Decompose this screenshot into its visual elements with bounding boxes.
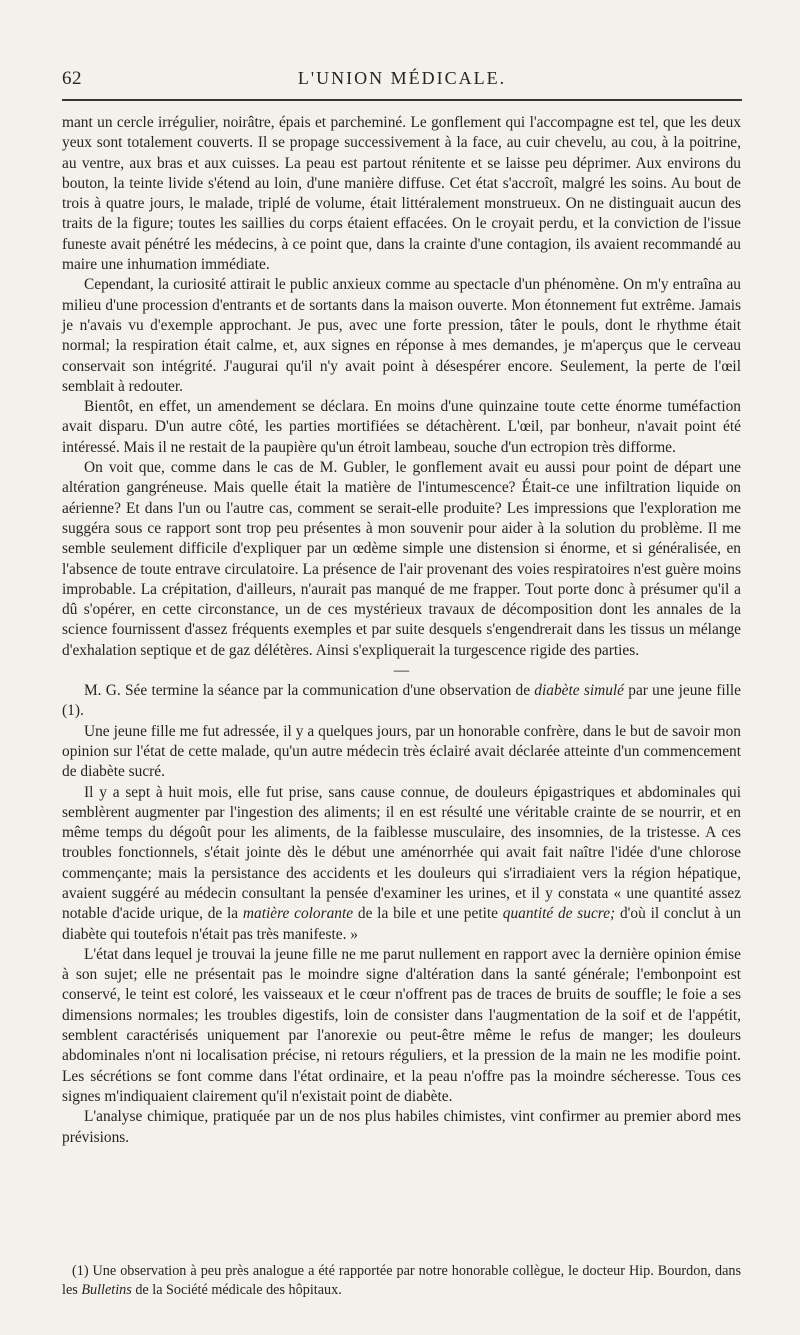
paragraph-6: Une jeune fille me fut adressée, il y a quelques jours, par un honorable confrère, dans le but de savoir mon opinion sur l'état de cette malade, qu'un autre médecin très éclairé avait déclarée atteinte d'un commencement de diabète sucré. — [62, 722, 741, 781]
footnote-text-a: (1) Une observation à peu près analogue a été rapportée par notre honorable collègue, le docteur Hip. Bourdon, dans les — [62, 1263, 741, 1298]
footnote-text-b: de la Société médicale des hôpitaux. — [131, 1282, 342, 1298]
paragraph-5-text-b: par une jeune fille (1). — [62, 682, 741, 720]
paragraph-9: L'analyse chimique, pratiquée par un de nos plus habiles chimistes, vint confirmer au premier abord mes prévisions. — [62, 1108, 741, 1146]
paragraph-7-text-c: d'où il conclut à un diabète qui toutefois n'était pas très manifeste. » — [62, 905, 741, 943]
page-number: 62 — [62, 68, 82, 89]
paragraph-5-italic: diabète simulé — [534, 682, 625, 700]
paragraph-5 — [62, 681, 741, 722]
paragraph-7 — [62, 783, 741, 945]
paragraph-1: mant un cercle irrégulier, noirâtre, épais et parcheminé. Le gonflement qui l'accompagne est tel, que les deux yeux sont totalement couverts. Il se propage successivement à la face, au cuir chevelu, au cou, à la poitrine, au ventre, aux bras et aux cuisses. La peau est partout rénitente et se laisse peu déprimer. Aux environs du bouton, la teinte livide s'étend au loin, d'une manière diffuse. Cet état s'accroît, malgré les soins. Au bout de trois à quatre jours, le malade, triplé de volume, était littéralement monstrueux. On ne distinguait aucun des traits de la figure; toutes les saillies du corps étaient effacées. On le croyait perdu, et la conviction de l'issue funeste avait pénétré les médecins, à ce point que, dans la crainte d'une contagion, ils avaient recommandé au maire une inhumation immédiate. — [62, 114, 741, 274]
paragraph-4: On voit que, comme dans le cas de M. Gubler, le gonflement avait eu aussi pour point de départ une altération gangréneuse. Mais quelle était la matière de l'intumescence? Était-ce une infiltration liquide on aérienne? Et dans l'un ou l'autre cas, comment se serait-elle produite? Les impressions que l'exploration me suggéra sous ce rapport sont trop peu présentes à mon souvenir pour aider à la solution du problème. Il me semble seulement difficile d'expliquer par un œdème simple une distension si énorme, et si généralisée, en l'absence de toute entrave circulatoire. La présence de l'air provenant des voies respiratoires n'est guère moins improbable. La crépitation, d'ailleurs, n'aurait pas manqué de me frapper. Tout porte donc à présumer qu'il a dû s'opérer, en cette circonstance, un de ces mystérieux travaux de décomposition dont les annales de la science fournissent d'assez fréquents exemples et par suite desquels s'engendrerait dans les tissus un mélange d'exhalation septique et de gaz délétères. Ainsi s'expliquerait la turgescence rigide des parties. — [62, 459, 741, 659]
body-text — [62, 113, 741, 1148]
header-rule — [62, 99, 742, 101]
paragraph-7-text-a: Il y a sept à huit mois, elle fut prise, sans cause connue, de douleurs épigastriques et abdominales qui semblèrent augmenter par l'ingestion des aliments; il en est résulté une véritable crainte de se nourrir, et en même temps du dégoût pour les aliments, de la faiblesse musculaire, des insomnies, de la tristesse. A ces troubles fonctionnels, s'était jointe dès le début une aménorrhée qui avait fait naître l'idée d'une chlorose commençante; mais la persistance des accidents et les douleurs qui s'irradiaient vers la région hépatique, avaient suggéré au médecin consultant la pensée d'examiner les urines, et il y constata « une quantité assez notable d'acide urique, de la — [62, 783, 741, 923]
paragraph-7-text-b: de la bile et une petite — [353, 905, 503, 923]
paragraph-7-italic-2: quantité de sucre; — [502, 905, 616, 923]
paragraph-7-italic-1: matière colorante — [242, 905, 354, 923]
footnote-text — [62, 1262, 741, 1300]
running-title: L'UNION MÉDICALE. — [297, 68, 507, 88]
paragraph-2: Cependant, la curiosité attirait le public anxieux comme au spectacle d'un phénomène. On m'y entraîna au milieu d'une procession d'entrants et de sortants dans la maison ouverte. Mon étonnement fut extrême. Jamais je n'avais vu d'exemple approchant. Je pus, avec une forte pression, tâter le pouls, dont le rhythme était normal; la respiration était calme, et, aux signes en réponse à mes demandes, je m'aperçus que le cerveau conservait son intégrité. J'augurai qu'il n'y avait point à désespérer encore. Seulement, la perte de l'œil semblait à redouter. — [62, 276, 741, 395]
page-header — [62, 62, 742, 92]
paragraph-5-text-a: M. G. Sée termine la séance par la communication d'une observation de — [84, 682, 535, 700]
section-divider: — — [393, 662, 410, 680]
paragraph-3: Bientôt, en effet, un amendement se déclara. En moins d'une quinzaine toute cette énorme tuméfaction avait disparu. D'un autre côté, les parties mortifiées se détachèrent. L'œil, par bonheur, n'avait point été intéressé. Mais il ne restait de la paupière qu'un étroit lambeau, souche d'un ectropion très difforme. — [62, 398, 741, 456]
footnote — [62, 1262, 741, 1300]
paragraph-8: L'état dans lequel je trouvai la jeune fille ne me parut nullement en rapport avec la dernière opinion émise à son sujet; elle ne présentait pas le moindre signe d'altération dans la santé générale; l'embonpoint est conservé, le teint est coloré, les vaisseaux et le cœur n'offrent pas de traces de bruits de souffle; le foie a ses dimensions normales; les troubles digestifs, loin de consister dans l'augmentation de la soif et de l'appétit, semblent caractérisés uniquement par l'anorexie ou peut-être même le refus de manger; les douleurs abdominales n'ont ni localisation précise, ni retours réguliers, et la pression de la main ne les modifie point. Les sécrétions se font comme dans l'état ordinaire, et la peau n'offre pas la moindre sécheresse. Tous ces signes m'indiquaient clairement qu'il n'existait point de diabète. — [62, 945, 741, 1105]
footnote-italic: Bulletins — [81, 1282, 132, 1298]
